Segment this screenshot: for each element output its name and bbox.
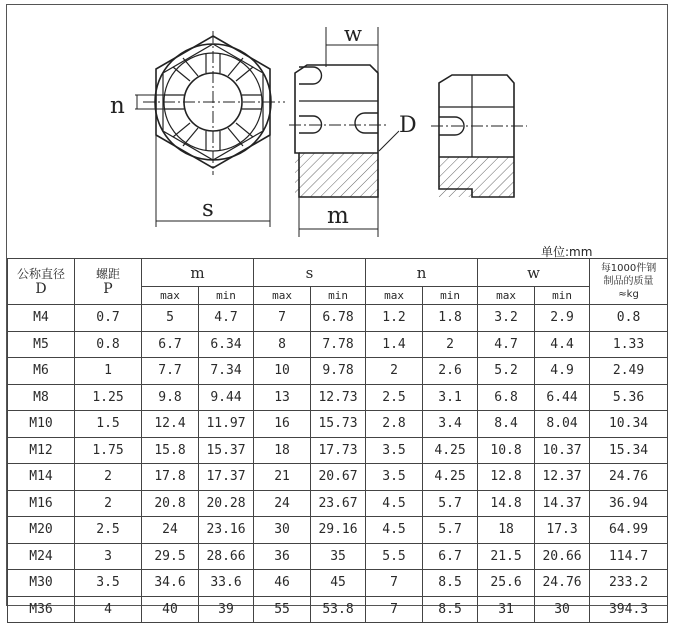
table-cell: 4.25 <box>423 464 478 491</box>
table-cell: 6.78 <box>311 305 366 332</box>
table-row <box>8 305 668 332</box>
table-row <box>8 358 668 385</box>
m-header: m <box>142 259 254 287</box>
table-cell: 6.7 <box>423 543 478 570</box>
table-cell: 17.73 <box>311 437 366 464</box>
table-cell: 46 <box>254 570 311 597</box>
table-cell: 7.7 <box>142 358 199 385</box>
table-cell: 15.37 <box>199 437 254 464</box>
table-cell: 394.3 <box>590 596 668 623</box>
table-cell: 18 <box>254 437 311 464</box>
table-cell: 0.8 <box>75 331 142 358</box>
table-cell: 24.76 <box>535 570 590 597</box>
table-cell: 1.75 <box>75 437 142 464</box>
table-cell: 24 <box>142 517 199 544</box>
table-cell: 9.8 <box>142 384 199 411</box>
table-cell: 28.66 <box>199 543 254 570</box>
table-cell: 3.5 <box>75 570 142 597</box>
table-cell: 39 <box>199 596 254 623</box>
table-row <box>8 517 668 544</box>
table-row <box>8 543 668 570</box>
table-cell: 2 <box>75 464 142 491</box>
spec-table-body <box>8 305 668 623</box>
table-cell: 4.7 <box>199 305 254 332</box>
table-cell: 17.3 <box>535 517 590 544</box>
table-cell: 5.7 <box>423 490 478 517</box>
table-cell: 64.99 <box>590 517 668 544</box>
table-cell: 21.5 <box>478 543 535 570</box>
table-cell: 20.8 <box>142 490 199 517</box>
w-dimension-label: w <box>344 22 362 46</box>
table-cell: 7 <box>254 305 311 332</box>
table-cell: 24.76 <box>590 464 668 491</box>
table-cell: 20.67 <box>311 464 366 491</box>
table-row <box>8 596 668 623</box>
table-cell: 1.5 <box>75 411 142 438</box>
table-cell: 23.16 <box>199 517 254 544</box>
m-max-header: max <box>142 287 199 305</box>
table-cell: 0.8 <box>590 305 668 332</box>
table-cell: 6.7 <box>142 331 199 358</box>
table-cell: 4.7 <box>478 331 535 358</box>
table-cell: 5.5 <box>366 543 423 570</box>
table-cell: 8.04 <box>535 411 590 438</box>
table-cell: M8 <box>8 384 75 411</box>
table-cell: 55 <box>254 596 311 623</box>
table-cell: 3.1 <box>423 384 478 411</box>
table-cell: 36.94 <box>590 490 668 517</box>
table-cell: 7 <box>366 596 423 623</box>
table-cell: 2.8 <box>366 411 423 438</box>
table-row <box>8 464 668 491</box>
table-row <box>8 570 668 597</box>
table-cell: 3.5 <box>366 437 423 464</box>
table-cell: 1 <box>75 358 142 385</box>
table-cell: 40 <box>142 596 199 623</box>
table-cell: 15.34 <box>590 437 668 464</box>
n-header: n <box>366 259 478 287</box>
table-cell: 45 <box>311 570 366 597</box>
table-cell: 2 <box>423 331 478 358</box>
table-cell: 6.8 <box>478 384 535 411</box>
table-cell: 11.97 <box>199 411 254 438</box>
table-cell: 10 <box>254 358 311 385</box>
table-cell: 12.4 <box>142 411 199 438</box>
header-row-1 <box>8 259 668 287</box>
table-row <box>8 411 668 438</box>
spec-table <box>7 258 668 623</box>
table-cell: M16 <box>8 490 75 517</box>
table-cell: 31 <box>478 596 535 623</box>
table-cell: 30 <box>254 517 311 544</box>
table-cell: 7 <box>366 570 423 597</box>
unit-label: 单位:mm <box>541 245 593 259</box>
table-cell: 8.5 <box>423 596 478 623</box>
table-cell: 2.49 <box>590 358 668 385</box>
n-dimension-label: n <box>110 93 125 119</box>
table-cell: 14.37 <box>535 490 590 517</box>
side-view-rotated <box>431 75 527 197</box>
table-cell: 2.5 <box>75 517 142 544</box>
w-min-header: min <box>535 287 590 305</box>
table-cell: M36 <box>8 596 75 623</box>
table-cell: 1.4 <box>366 331 423 358</box>
table-cell: 15.8 <box>142 437 199 464</box>
table-cell: M24 <box>8 543 75 570</box>
table-cell: 5.7 <box>423 517 478 544</box>
table-cell: 4.9 <box>535 358 590 385</box>
table-cell: 1.8 <box>423 305 478 332</box>
table-cell: 10.8 <box>478 437 535 464</box>
table-cell: 15.73 <box>311 411 366 438</box>
table-cell: 5.2 <box>478 358 535 385</box>
table-cell: 12.37 <box>535 464 590 491</box>
nominal-diameter-header: 公称直径 D <box>8 259 75 305</box>
table-cell: 8.4 <box>478 411 535 438</box>
table-cell: 1.2 <box>366 305 423 332</box>
table-cell: 4.5 <box>366 517 423 544</box>
table-cell: 3.2 <box>478 305 535 332</box>
w-header: w <box>478 259 590 287</box>
table-cell: 34.6 <box>142 570 199 597</box>
w-max-header: max <box>478 287 535 305</box>
table-cell: 8 <box>254 331 311 358</box>
table-cell: 5 <box>142 305 199 332</box>
table-cell: 33.6 <box>199 570 254 597</box>
m-min-header: min <box>199 287 254 305</box>
table-cell: 29.16 <box>311 517 366 544</box>
table-cell: 16 <box>254 411 311 438</box>
table-cell: 35 <box>311 543 366 570</box>
table-cell: 3.4 <box>423 411 478 438</box>
table-cell: 6.34 <box>199 331 254 358</box>
table-cell: M30 <box>8 570 75 597</box>
table-cell: 3.5 <box>366 464 423 491</box>
table-cell: 1.25 <box>75 384 142 411</box>
table-cell: 2 <box>75 490 142 517</box>
table-cell: 2.5 <box>366 384 423 411</box>
table-cell: 3 <box>75 543 142 570</box>
table-cell: 14.8 <box>478 490 535 517</box>
table-cell: 17.37 <box>199 464 254 491</box>
pitch-header: 螺距 P <box>75 259 142 305</box>
table-cell: M6 <box>8 358 75 385</box>
table-cell: 1.33 <box>590 331 668 358</box>
table-cell: 10.37 <box>535 437 590 464</box>
table-cell: 30 <box>535 596 590 623</box>
table-row <box>8 331 668 358</box>
datasheet-frame <box>6 4 668 617</box>
table-cell: 10.34 <box>590 411 668 438</box>
table-row <box>8 384 668 411</box>
table-cell: 2 <box>366 358 423 385</box>
D-dimension-label: D <box>399 113 417 138</box>
table-cell: M12 <box>8 437 75 464</box>
table-cell: 2.6 <box>423 358 478 385</box>
table-cell: 2.9 <box>535 305 590 332</box>
table-cell: 23.67 <box>311 490 366 517</box>
table-cell: 233.2 <box>590 570 668 597</box>
table-cell: 12.8 <box>478 464 535 491</box>
table-cell: 20.28 <box>199 490 254 517</box>
mass-header: 每1000件钢 制品的质量 ≈kg <box>590 259 668 305</box>
table-cell: 4.5 <box>366 490 423 517</box>
n-min-header: min <box>423 287 478 305</box>
table-cell: 13 <box>254 384 311 411</box>
table-cell: 20.66 <box>535 543 590 570</box>
table-cell: 21 <box>254 464 311 491</box>
table-cell: 5.36 <box>590 384 668 411</box>
s-max-header: max <box>254 287 311 305</box>
table-cell: M10 <box>8 411 75 438</box>
table-row <box>8 437 668 464</box>
table-cell: 4.4 <box>535 331 590 358</box>
table-cell: 9.78 <box>311 358 366 385</box>
s-min-header: min <box>311 287 366 305</box>
table-cell: 25.6 <box>478 570 535 597</box>
table-cell: 53.8 <box>311 596 366 623</box>
m-dimension-label: m <box>327 203 349 229</box>
table-cell: 18 <box>478 517 535 544</box>
table-cell: 0.7 <box>75 305 142 332</box>
table-cell: 7.78 <box>311 331 366 358</box>
table-cell: 9.44 <box>199 384 254 411</box>
castle-nut-drawing <box>7 5 667 255</box>
table-cell: 6.44 <box>535 384 590 411</box>
table-cell: 8.5 <box>423 570 478 597</box>
s-dimension-label: s <box>202 196 214 222</box>
s-header: s <box>254 259 366 287</box>
table-cell: 4.25 <box>423 437 478 464</box>
table-cell: 36 <box>254 543 311 570</box>
table-cell: M14 <box>8 464 75 491</box>
table-cell: 7.34 <box>199 358 254 385</box>
table-cell: 12.73 <box>311 384 366 411</box>
table-cell: 17.8 <box>142 464 199 491</box>
table-cell: 114.7 <box>590 543 668 570</box>
table-cell: 4 <box>75 596 142 623</box>
table-cell: M4 <box>8 305 75 332</box>
table-cell: M20 <box>8 517 75 544</box>
n-max-header: max <box>366 287 423 305</box>
table-cell: 24 <box>254 490 311 517</box>
table-cell: M5 <box>8 331 75 358</box>
table-cell: 29.5 <box>142 543 199 570</box>
table-row <box>8 490 668 517</box>
